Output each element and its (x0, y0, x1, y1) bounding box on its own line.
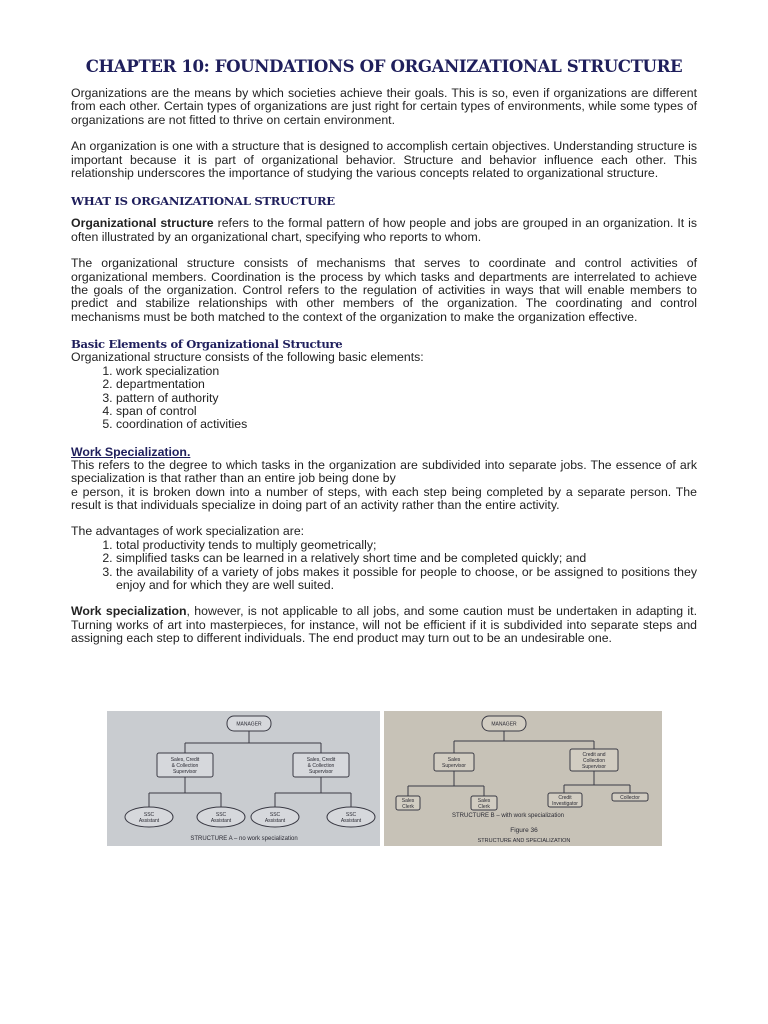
list-item: 2. departmentation (116, 378, 697, 391)
basic-elements-intro: Organizational structure consists of the following basic elements: (71, 350, 424, 365)
figure-title: STRUCTURE AND SPECIALIZATION (477, 838, 571, 844)
worker-label: Credit (558, 795, 572, 801)
supervisor-label: Sales, Credit (306, 757, 336, 763)
supervisor-label: Collection (583, 758, 605, 764)
supervisor-label: Sales, Credit (170, 757, 200, 763)
manager-label: MANAGER (236, 721, 262, 728)
caution-term: Work specialization (71, 604, 187, 619)
definition-paragraph (71, 217, 697, 244)
chapter-title: CHAPTER 10: FOUNDATIONS OF ORGANIZATIONAL STRUCTURE (85, 56, 683, 76)
definition-term: Organizational structure (71, 216, 214, 231)
structure-b-chart (384, 711, 662, 846)
assistant-label: SSC (269, 812, 281, 818)
work-specialization-paragraph-line1: This refers to the degree to which tasks in the organization are subdivided into separate jobs. The essence of ark specialization is that rather than an entire job being done by (71, 457, 697, 486)
supervisor-label: Supervisor (582, 764, 606, 770)
basic-elements-heading: Basic Elements of Organizational Structure (71, 337, 343, 352)
supervisor-label: & Collection (307, 763, 335, 769)
supervisor-label: & Collection (171, 763, 199, 769)
assistant-label: SSC (215, 812, 227, 818)
list-item: 1. work specialization (116, 365, 697, 378)
list-item: 2. simplified tasks can be learned in a relatively short time and be completed quickly; and (116, 552, 697, 565)
assistant-label: Assistant (264, 818, 286, 824)
basic-elements-list (71, 365, 697, 432)
structure-b-caption: STRUCTURE B – with work specialization (451, 813, 565, 819)
assistant-label: Assistant (340, 818, 362, 824)
mechanisms-paragraph: The organizational structure consists of mechanisms that serves to coordinate and control activities of organizational members. Coordination is the process by which tasks and departments are interrelated to achieve the goals of the organization. Control refers to the regulation of activities in ways that will enable members to predict and stabilize relationships with other members of the organization. The coordinating and control mechanisms must be both matched to the context of the organization to make the organization effective. (71, 256, 697, 324)
supervisor-label: Credit and (582, 752, 606, 758)
advantages-list (71, 539, 697, 593)
assistant-label: Assistant (210, 818, 232, 824)
list-item: 1. total productivity tends to multiply geometrically; (116, 539, 697, 552)
list-item: 3. pattern of authority (116, 392, 697, 405)
structure-b-figure (384, 711, 662, 846)
intro-paragraph-2: An organization is one with a structure that is designed to accomplish certain objectives. Understanding structure is important because it is part of organizational behavior. Structure and behavior influence each other. This relationship underscores the importance of studying the various concepts related to organizational structure. (71, 139, 697, 181)
list-item: 5. coordination of activities (116, 418, 697, 431)
assistant-label: SSC (345, 812, 357, 818)
worker-label: Sales (401, 798, 415, 804)
section-heading-what-is: WHAT IS ORGANIZATIONAL STRUCTURE (71, 194, 335, 209)
assistant-label: Assistant (138, 818, 160, 824)
supervisor-label: Supervisor (309, 769, 333, 775)
caution-text: , however, is not applicable to all jobs, and some caution must be undertaken in adapting it. Turning works of art into masterpieces, for instance, will not be efficient if it is subdivided into separate steps and assigning each step to different individuals. The end product may turn out to be an undesirable one. (71, 604, 697, 646)
document-page (71, 56, 697, 646)
figure-label: Figure 36 (510, 827, 538, 834)
work-specialization-heading: Work Specialization. (71, 444, 191, 459)
worker-label: Clerk (402, 804, 414, 810)
structure-a-figure (107, 711, 380, 846)
caution-paragraph (71, 605, 697, 645)
list-item: 3. the availability of a variety of jobs makes it possible for people to choose, or be assigned to positions they enjoy and for which they are well suited. (116, 566, 697, 593)
manager-label: MANAGER (491, 721, 517, 728)
advantages-intro: The advantages of work specialization are: (71, 524, 305, 539)
definition-text: refers to the formal pattern of how people and jobs are grouped in an organization. It is often illustrated by an organizational chart, specifying who reports to whom. (71, 216, 698, 244)
list-item: 4. span of control (116, 405, 697, 418)
work-specialization-paragraph-line2: e person, it is broken down into a number of steps, with each step being completed by a separate person. The result is that individuals specialize in doing part of an activity rather than the entire activity. (71, 484, 697, 512)
worker-label: Investigator (552, 801, 578, 807)
worker-label: Clerk (478, 804, 490, 810)
figures-row (107, 711, 662, 846)
supervisor-label: Supervisor (173, 769, 197, 775)
worker-label: Collector (620, 795, 640, 801)
structure-a-chart (107, 711, 380, 846)
supervisor-label: Supervisor (442, 763, 466, 769)
worker-label: Sales (477, 798, 491, 804)
assistant-label: SSC (143, 812, 155, 818)
supervisor-label: Sales (447, 757, 461, 763)
structure-a-caption: STRUCTURE A – no work specialization (190, 836, 298, 842)
intro-paragraph-1: Organizations are the means by which societies achieve their goals. This is so, even if organizations are different from each other. Certain types of organizations are just right for certain types of environments, while some types of organizations are not fitted to thrive on certain environment. (71, 86, 697, 127)
